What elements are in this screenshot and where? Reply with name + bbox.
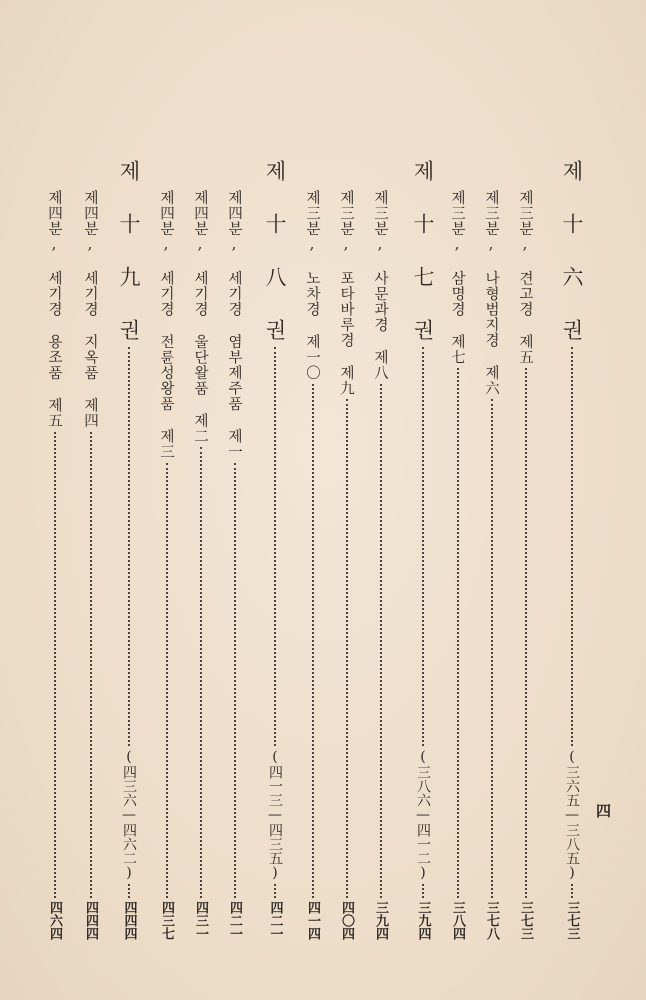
toc-entry: [481, 190, 502, 940]
toc-entry: [156, 190, 177, 940]
page-number: 四二一: [227, 901, 242, 940]
entry-title: 제三분, 사문과경 제八: [372, 190, 388, 381]
page-number: 三九四: [373, 901, 388, 940]
entry-title: 제三분, 삼명경 제七: [449, 190, 465, 365]
entry-title: 제四분, 세기경 용조품 제五: [46, 190, 62, 429]
dot-leader: [128, 884, 130, 898]
dot-leader: [491, 399, 493, 898]
entry-title: 제四분, 세기경 울단왈품 제二: [192, 190, 208, 444]
page-number: 三八四: [450, 901, 465, 940]
dot-leader: [274, 884, 276, 898]
page-number: 三七八: [484, 901, 499, 940]
page-number: 四三一: [193, 901, 208, 940]
dot-leader: [90, 432, 92, 899]
toc-entry: [336, 190, 357, 940]
page-number: 四一四: [305, 901, 320, 940]
page-number: 三七三: [564, 901, 580, 940]
dot-leader: [200, 447, 202, 898]
page-number: 四四四: [121, 901, 137, 940]
toc-entry: [370, 190, 391, 940]
dot-leader: [380, 384, 382, 899]
entry-title: 제三분, 나형범지경 제六: [483, 190, 499, 396]
page-number: 四三七: [159, 901, 174, 940]
dot-leader: [422, 884, 424, 898]
volume-title: 제 十 九 권: [117, 160, 141, 344]
dot-leader: [346, 399, 348, 898]
page-number: 三九四: [415, 901, 431, 940]
page-number: 四〇四: [339, 901, 354, 940]
volume-title: 제 十 七 권: [411, 160, 435, 344]
entry-title: 제四분, 세기경 전륜성왕품 제三: [158, 190, 174, 460]
dot-leader: [166, 463, 168, 899]
toc-volume-heading: [408, 160, 438, 940]
toc-entry: [80, 190, 101, 940]
volume-title: 제 十 六 권: [560, 160, 584, 344]
page-range: (三八六—四一二): [415, 749, 431, 881]
page-number: 四四四: [83, 901, 98, 940]
page-number: 三七三: [518, 901, 533, 940]
toc-entry: [515, 190, 536, 940]
page-range: (三六五—三八五): [564, 749, 580, 881]
entry-title: 제四분, 세기경 염부제주품 제一: [226, 190, 242, 460]
folio-page-number: 四: [594, 803, 612, 818]
toc-entry: [224, 190, 245, 940]
entry-title: 제三분, 포타바루경 제九: [338, 190, 354, 396]
toc-entry: [190, 190, 211, 940]
entry-title: 제三분, 견고경 제五: [517, 190, 533, 365]
dot-leader: [274, 347, 276, 746]
dot-leader: [571, 884, 573, 898]
dot-leader: [128, 347, 130, 746]
entry-title: 제四분, 세기경 지옥품 제四: [82, 190, 98, 429]
toc-entry: [302, 190, 323, 940]
dot-leader: [457, 368, 459, 898]
toc-entry: [447, 190, 468, 940]
page-range: (四三六—四六二): [121, 749, 137, 881]
dot-leader: [525, 368, 527, 898]
page-number: 四六四: [47, 901, 62, 940]
dot-leader: [312, 384, 314, 899]
dot-leader: [422, 347, 424, 746]
volume-title: 제 十 八 권: [263, 160, 287, 344]
dot-leader: [571, 347, 573, 746]
toc-volume-heading: [114, 160, 144, 940]
toc-entry: [44, 190, 65, 940]
dot-leader: [54, 432, 56, 899]
dot-leader: [234, 463, 236, 899]
toc-volume-heading: [557, 160, 587, 940]
toc-volume-heading: [260, 160, 290, 940]
page-number: 四二一: [267, 901, 283, 940]
page-range: (四一三—四三五): [267, 749, 283, 881]
entry-title: 제三분, 노차경 제一〇: [304, 190, 320, 381]
